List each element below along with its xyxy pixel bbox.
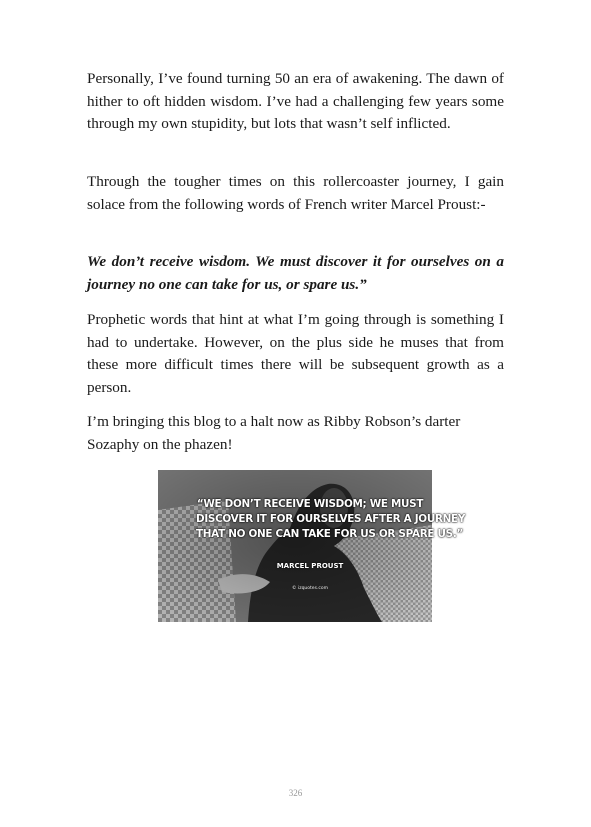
- page-number: 326: [288, 788, 303, 798]
- image-quote-line: DISCOVER IT FOR OURSELVES AFTER A JOURNEY: [196, 513, 466, 525]
- image-quote-author: MARCEL PROUST: [276, 562, 344, 570]
- image-quote-line: “WE DON’T RECEIVE WISDOM; WE MUST: [196, 498, 424, 510]
- quote-overlay: [158, 470, 466, 622]
- paragraph-turning-fifty: Personally, I’ve found turning 50 an era of awakening. The dawn of hither to oft hidden wisdom. I’ve had a challenging few years some through my own stupidity, but lots that wasn’t self inflicted.: [87, 70, 504, 132]
- image-quote-line: THAT NO ONE CAN TAKE FOR US OR SPARE US.”: [196, 528, 464, 540]
- image-source-credit: © izquotes.com: [292, 586, 328, 591]
- paragraph-closing: I’m bringing this blog to a halt now as Ribby Robson’s darter Sozaphy on the phazen!: [87, 413, 461, 453]
- paragraph-tougher-times: Through the tougher times on this rollercoaster journey, I gain solace from the following words of French writer Marcel Proust:-: [87, 173, 504, 213]
- proust-quote: We don’t receive wisdom. We must discover it for ourselves on a journey no one can take for us, or spare us.”: [87, 253, 504, 293]
- paragraph-prophetic-words: Prophetic words that hint at what I’m going through is something I had to undertake. However, on the plus side he muses that from these more difficult times there will be subsequent growth as a person.: [87, 311, 504, 396]
- quote-image: [158, 470, 466, 622]
